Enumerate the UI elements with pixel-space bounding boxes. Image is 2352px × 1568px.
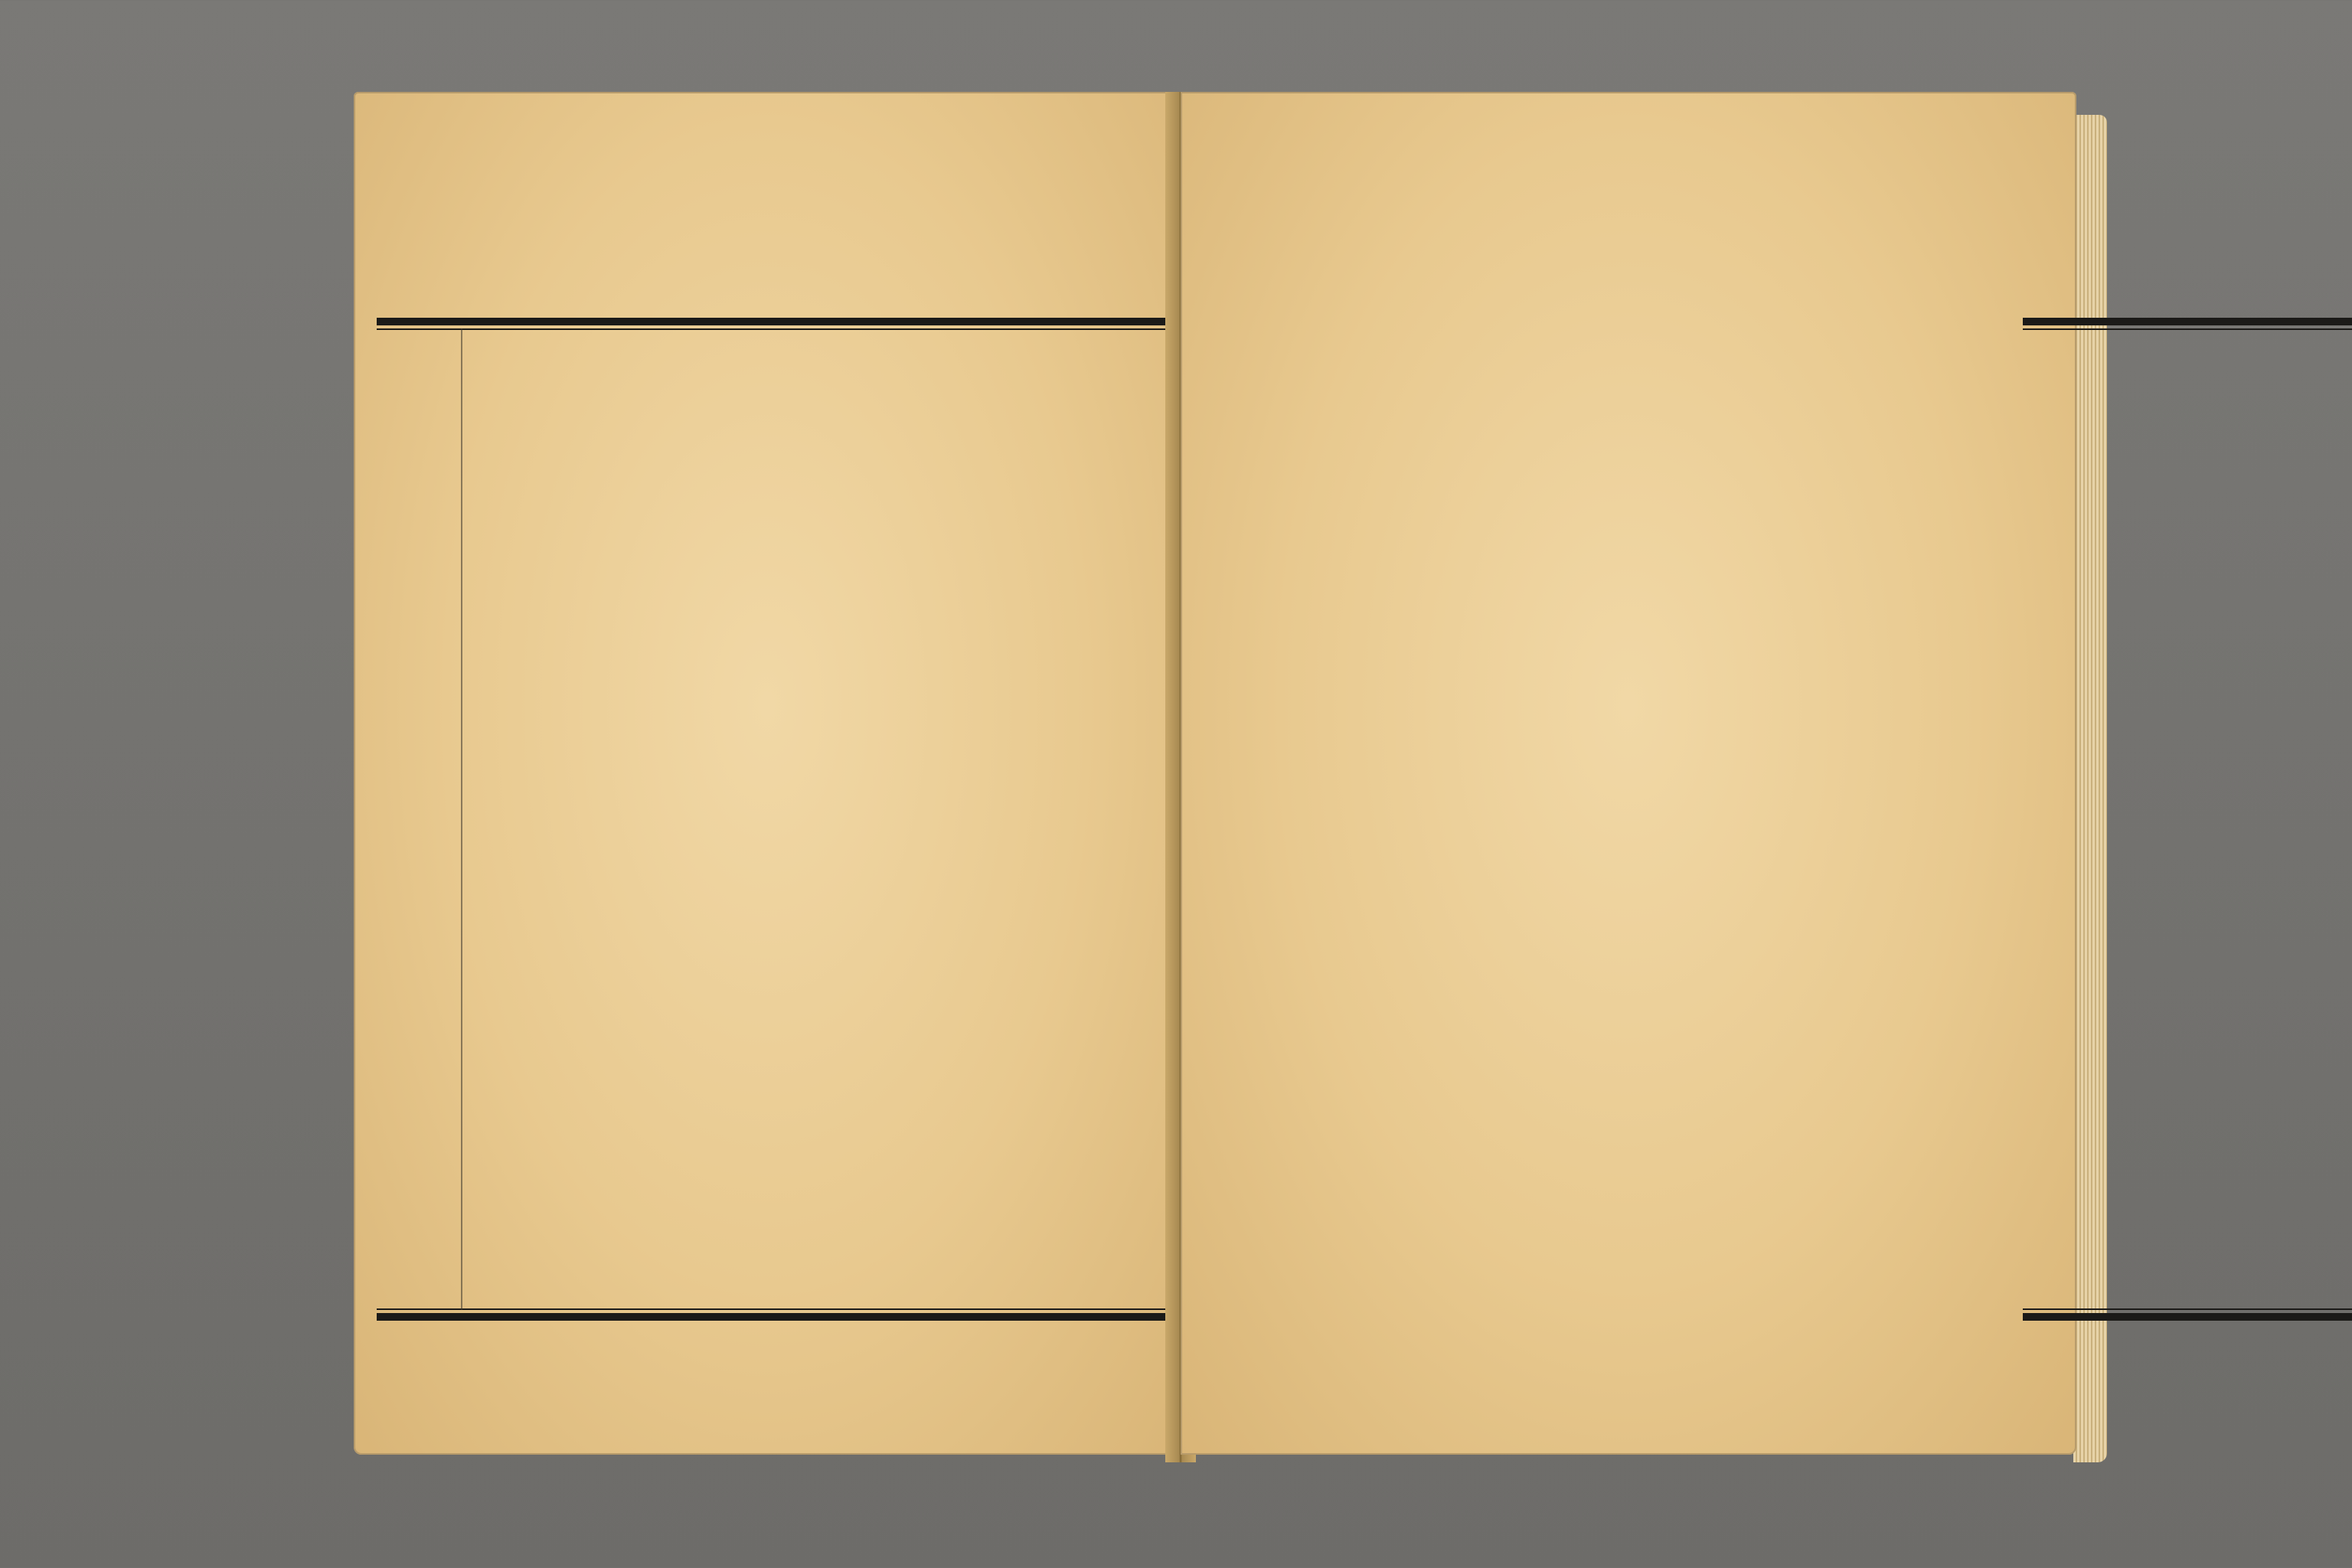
top-rule (377, 318, 1165, 325)
left-page (354, 92, 1181, 1455)
left-print-frame (377, 318, 1165, 1321)
bottom-rule (377, 1313, 1165, 1321)
right-page (1181, 92, 2076, 1455)
open-book (354, 92, 2076, 1470)
top-rule (2023, 318, 2352, 325)
right-print-frame (2023, 318, 2352, 1321)
bottom-rule (2023, 1313, 2352, 1321)
